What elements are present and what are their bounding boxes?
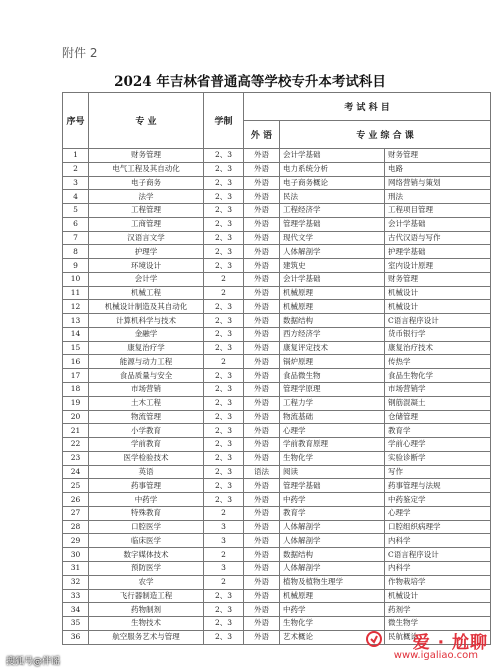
row-major: 护理学 (89, 245, 204, 259)
row-foreign: 外语 (244, 176, 280, 190)
row-duration: 2 (204, 506, 244, 520)
table-row (63, 217, 491, 231)
row-major: 学前教育 (89, 438, 204, 452)
row-subject-1: 数据结构 (280, 314, 385, 328)
row-major: 法学 (89, 190, 204, 204)
row-no: 1 (63, 149, 89, 163)
row-duration: 2、3 (204, 300, 244, 314)
table-row (63, 176, 491, 190)
row-subject-1: 人体解剖学 (280, 534, 385, 548)
row-subject-2: 护理学基础 (385, 245, 491, 259)
row-foreign: 外语 (244, 231, 280, 245)
row-no: 8 (63, 245, 89, 259)
table-row (63, 162, 491, 176)
row-foreign: 外语 (244, 630, 280, 644)
row-subject-1: 现代文学 (280, 231, 385, 245)
row-subject-2: 刑法 (385, 190, 491, 204)
row-subject-2: 食品生物化学 (385, 369, 491, 383)
row-subject-2: 口腔组织病理学 (385, 520, 491, 534)
row-subject-1: 教育学 (280, 506, 385, 520)
row-major: 会计学 (89, 272, 204, 286)
row-duration: 2、3 (204, 410, 244, 424)
row-major: 市场营销 (89, 383, 204, 397)
row-foreign: 外语 (244, 479, 280, 493)
row-subject-2: 康复治疗技术 (385, 341, 491, 355)
header-comprehensive: 专 业 综 合 课 (280, 121, 491, 149)
row-foreign: 语法 (244, 465, 280, 479)
table-row (63, 520, 491, 534)
row-no: 10 (63, 272, 89, 286)
row-no: 28 (63, 520, 89, 534)
row-subject-2: 机械设计 (385, 589, 491, 603)
table-row (63, 314, 491, 328)
row-subject-1: 建筑史 (280, 259, 385, 273)
row-subject-1: 生物化学 (280, 451, 385, 465)
row-no: 27 (63, 506, 89, 520)
row-no: 17 (63, 369, 89, 383)
row-subject-2: 写作 (385, 465, 491, 479)
row-duration: 2、3 (204, 451, 244, 465)
row-subject-2: 心理学 (385, 506, 491, 520)
watermark-source: 搜狐号@伴谣 (6, 657, 61, 667)
row-subject-1: 电子商务概论 (280, 176, 385, 190)
row-subject-2: 药事管理与法规 (385, 479, 491, 493)
row-subject-2: 中药鉴定学 (385, 493, 491, 507)
row-subject-1: 电力系统分析 (280, 162, 385, 176)
row-subject-1: 民法 (280, 190, 385, 204)
row-major: 食品质量与安全 (89, 369, 204, 383)
row-duration: 2 (204, 575, 244, 589)
row-subject-2: 内科学 (385, 534, 491, 548)
row-major: 航空服务艺术与管理 (89, 630, 204, 644)
row-major: 环境设计 (89, 259, 204, 273)
row-major: 中药学 (89, 493, 204, 507)
table-row (63, 575, 491, 589)
row-no: 12 (63, 300, 89, 314)
row-foreign: 外语 (244, 190, 280, 204)
table-row (63, 410, 491, 424)
row-no: 22 (63, 438, 89, 452)
row-duration: 2、3 (204, 217, 244, 231)
row-foreign: 外语 (244, 410, 280, 424)
row-subject-1: 人体解剖学 (280, 561, 385, 575)
row-no: 16 (63, 355, 89, 369)
table-row (63, 300, 491, 314)
row-foreign: 外语 (244, 217, 280, 231)
row-foreign: 外语 (244, 369, 280, 383)
table-row (63, 465, 491, 479)
row-subject-2: 电路 (385, 162, 491, 176)
row-no: 23 (63, 451, 89, 465)
row-subject-2: 钢筋混凝土 (385, 396, 491, 410)
row-foreign: 外语 (244, 300, 280, 314)
header-no: 序号 (63, 93, 89, 149)
row-foreign: 外语 (244, 245, 280, 259)
row-subject-2: 微生物学 (385, 617, 491, 631)
row-subject-2: 学前心理学 (385, 438, 491, 452)
watermark-url: www.igaliao.com (393, 650, 478, 661)
row-no: 14 (63, 327, 89, 341)
header-subjects: 考 试 科 目 (244, 93, 491, 121)
row-no: 11 (63, 286, 89, 300)
table-row (63, 493, 491, 507)
row-subject-1: 机械原理 (280, 286, 385, 300)
table-row (63, 561, 491, 575)
row-major: 电气工程及其自动化 (89, 162, 204, 176)
row-no: 20 (63, 410, 89, 424)
row-major: 生物技术 (89, 617, 204, 631)
row-foreign: 外语 (244, 603, 280, 617)
table-row (63, 438, 491, 452)
row-subject-1: 中药学 (280, 493, 385, 507)
row-foreign: 外语 (244, 341, 280, 355)
row-subject-2: 财务管理 (385, 272, 491, 286)
table-row (63, 424, 491, 438)
table-row (63, 355, 491, 369)
row-foreign: 外语 (244, 204, 280, 218)
table-row (63, 149, 491, 163)
row-foreign: 外语 (244, 355, 280, 369)
row-foreign: 外语 (244, 561, 280, 575)
row-subject-1: 管理学基础 (280, 217, 385, 231)
row-foreign: 外语 (244, 534, 280, 548)
row-subject-1: 植物及植物生理学 (280, 575, 385, 589)
row-major: 电子商务 (89, 176, 204, 190)
row-duration: 2、3 (204, 383, 244, 397)
table-row (63, 506, 491, 520)
row-foreign: 外语 (244, 451, 280, 465)
row-subject-1: 生物化学 (280, 617, 385, 631)
row-subject-1: 会计学基础 (280, 272, 385, 286)
row-foreign: 外语 (244, 438, 280, 452)
row-subject-1: 中药学 (280, 603, 385, 617)
row-subject-1: 工程经济学 (280, 204, 385, 218)
row-subject-2: 工程项目管理 (385, 204, 491, 218)
row-foreign: 外语 (244, 286, 280, 300)
row-duration: 2、3 (204, 245, 244, 259)
row-foreign: 外语 (244, 327, 280, 341)
row-subject-1: 食品微生物 (280, 369, 385, 383)
row-no: 25 (63, 479, 89, 493)
row-subject-2: 机械设计 (385, 300, 491, 314)
row-major: 金融学 (89, 327, 204, 341)
row-subject-2: C语言程序设计 (385, 548, 491, 562)
table-row (63, 190, 491, 204)
row-major: 药物制剂 (89, 603, 204, 617)
row-major: 小学教育 (89, 424, 204, 438)
row-duration: 2、3 (204, 314, 244, 328)
row-duration: 2 (204, 355, 244, 369)
row-foreign: 外语 (244, 383, 280, 397)
row-subject-2: 传热学 (385, 355, 491, 369)
row-duration: 2 (204, 548, 244, 562)
row-subject-1: 康复评定技术 (280, 341, 385, 355)
row-subject-2: 机械设计 (385, 286, 491, 300)
row-major: 临床医学 (89, 534, 204, 548)
row-foreign: 外语 (244, 493, 280, 507)
row-subject-2: 内科学 (385, 561, 491, 575)
row-major: 机械工程 (89, 286, 204, 300)
row-major: 飞行器制造工程 (89, 589, 204, 603)
row-no: 7 (63, 231, 89, 245)
row-no: 18 (63, 383, 89, 397)
table-row (63, 479, 491, 493)
row-major: 农学 (89, 575, 204, 589)
row-duration: 2、3 (204, 630, 244, 644)
table-row (63, 383, 491, 397)
table-row (63, 534, 491, 548)
row-duration: 2、3 (204, 231, 244, 245)
row-foreign: 外语 (244, 149, 280, 163)
table-row (63, 204, 491, 218)
row-subject-2: 民航概论 (385, 630, 491, 644)
row-major: 药事管理 (89, 479, 204, 493)
row-subject-1: 心理学 (280, 424, 385, 438)
row-duration: 2、3 (204, 341, 244, 355)
row-subject-2: 货币银行学 (385, 327, 491, 341)
table-row (63, 259, 491, 273)
table-row (63, 451, 491, 465)
table-row (63, 231, 491, 245)
row-major: 汉语言文学 (89, 231, 204, 245)
row-major: 数字媒体技术 (89, 548, 204, 562)
watermark-brand: 爱 · 尬聊 (412, 633, 488, 653)
row-foreign: 外语 (244, 589, 280, 603)
row-subject-2: 室内设计原理 (385, 259, 491, 273)
row-no: 15 (63, 341, 89, 355)
row-subject-1: 机械原理 (280, 589, 385, 603)
row-no: 5 (63, 204, 89, 218)
row-duration: 2、3 (204, 176, 244, 190)
table-row (63, 286, 491, 300)
row-duration: 3 (204, 534, 244, 548)
row-no: 33 (63, 589, 89, 603)
row-duration: 2 (204, 272, 244, 286)
row-major: 医学检验技术 (89, 451, 204, 465)
table-row (63, 245, 491, 259)
row-major: 口腔医学 (89, 520, 204, 534)
row-foreign: 外语 (244, 575, 280, 589)
row-duration: 3 (204, 561, 244, 575)
row-no: 26 (63, 493, 89, 507)
row-no: 21 (63, 424, 89, 438)
header-duration: 学制 (204, 93, 244, 149)
row-major: 英语 (89, 465, 204, 479)
row-subject-1: 会计学基础 (280, 149, 385, 163)
header-foreign: 外 语 (244, 121, 280, 149)
row-subject-1: 工程力学 (280, 396, 385, 410)
row-no: 24 (63, 465, 89, 479)
row-major: 计算机科学与技术 (89, 314, 204, 328)
row-duration: 2 (204, 286, 244, 300)
row-duration: 2、3 (204, 617, 244, 631)
row-subject-1: 物流基础 (280, 410, 385, 424)
row-major: 特殊教育 (89, 506, 204, 520)
row-duration: 2、3 (204, 149, 244, 163)
row-no: 36 (63, 630, 89, 644)
row-subject-2: 古代汉语与写作 (385, 231, 491, 245)
row-no: 13 (63, 314, 89, 328)
row-duration: 2、3 (204, 369, 244, 383)
row-foreign: 外语 (244, 424, 280, 438)
row-duration: 2、3 (204, 479, 244, 493)
row-duration: 2、3 (204, 327, 244, 341)
document-title: 2024 年吉林省普通高等学校专升本考试科目 (114, 74, 386, 90)
row-no: 35 (63, 617, 89, 631)
row-subject-1: 艺术概论 (280, 630, 385, 644)
row-subject-1: 西方经济学 (280, 327, 385, 341)
row-no: 6 (63, 217, 89, 231)
row-no: 3 (63, 176, 89, 190)
row-no: 31 (63, 561, 89, 575)
row-foreign: 外语 (244, 272, 280, 286)
row-no: 4 (63, 190, 89, 204)
row-subject-1: 学前教育原理 (280, 438, 385, 452)
row-duration: 3 (204, 520, 244, 534)
row-no: 30 (63, 548, 89, 562)
header-major: 专 业 (89, 93, 204, 149)
row-foreign: 外语 (244, 396, 280, 410)
table-row (63, 369, 491, 383)
table-row (63, 548, 491, 562)
row-subject-1: 管理学原理 (280, 383, 385, 397)
row-subject-2: 网络营销与策划 (385, 176, 491, 190)
row-subject-2: C语言程序设计 (385, 314, 491, 328)
row-subject-1: 管理学基础 (280, 479, 385, 493)
row-duration: 2、3 (204, 438, 244, 452)
row-major: 预防医学 (89, 561, 204, 575)
row-major: 机械设计制造及其自动化 (89, 300, 204, 314)
row-duration: 2、3 (204, 190, 244, 204)
row-subject-1: 人体解剖学 (280, 520, 385, 534)
row-foreign: 外语 (244, 314, 280, 328)
row-duration: 2、3 (204, 493, 244, 507)
row-duration: 2、3 (204, 396, 244, 410)
table-row (63, 396, 491, 410)
row-no: 2 (63, 162, 89, 176)
row-no: 19 (63, 396, 89, 410)
row-major: 工程管理 (89, 204, 204, 218)
row-subject-2: 教育学 (385, 424, 491, 438)
row-major: 财务管理 (89, 149, 204, 163)
row-subject-1: 阅读 (280, 465, 385, 479)
row-major: 工商管理 (89, 217, 204, 231)
row-duration: 2、3 (204, 204, 244, 218)
row-foreign: 外语 (244, 162, 280, 176)
row-duration: 2、3 (204, 162, 244, 176)
row-duration: 2、3 (204, 603, 244, 617)
row-duration: 2、3 (204, 424, 244, 438)
row-subject-1: 锅炉原理 (280, 355, 385, 369)
row-foreign: 外语 (244, 520, 280, 534)
table-row (63, 603, 491, 617)
row-foreign: 外语 (244, 548, 280, 562)
row-subject-2: 会计学基础 (385, 217, 491, 231)
row-major: 能源与动力工程 (89, 355, 204, 369)
row-subject-1: 数据结构 (280, 548, 385, 562)
subjects-table (62, 92, 491, 645)
row-duration: 2、3 (204, 465, 244, 479)
row-no: 9 (63, 259, 89, 273)
row-duration: 2、3 (204, 589, 244, 603)
row-subject-2: 市场营销学 (385, 383, 491, 397)
row-duration: 2、3 (204, 259, 244, 273)
row-subject-2: 财务管理 (385, 149, 491, 163)
row-foreign: 外语 (244, 506, 280, 520)
row-foreign: 外语 (244, 259, 280, 273)
row-subject-1: 机械原理 (280, 300, 385, 314)
attachment-label: 附件 2 (62, 46, 98, 60)
table-row (63, 272, 491, 286)
row-major: 康复治疗学 (89, 341, 204, 355)
row-subject-1: 人体解剖学 (280, 245, 385, 259)
row-major: 物流管理 (89, 410, 204, 424)
row-subject-2: 仓储管理 (385, 410, 491, 424)
row-subject-2: 作物栽培学 (385, 575, 491, 589)
row-no: 34 (63, 603, 89, 617)
row-no: 29 (63, 534, 89, 548)
table-row (63, 589, 491, 603)
row-subject-2: 实验诊断学 (385, 451, 491, 465)
watermark-logo-icon (366, 631, 382, 647)
table-row (63, 327, 491, 341)
row-no: 32 (63, 575, 89, 589)
row-major: 土木工程 (89, 396, 204, 410)
row-foreign: 外语 (244, 617, 280, 631)
table-row (63, 341, 491, 355)
row-subject-2: 药剂学 (385, 603, 491, 617)
